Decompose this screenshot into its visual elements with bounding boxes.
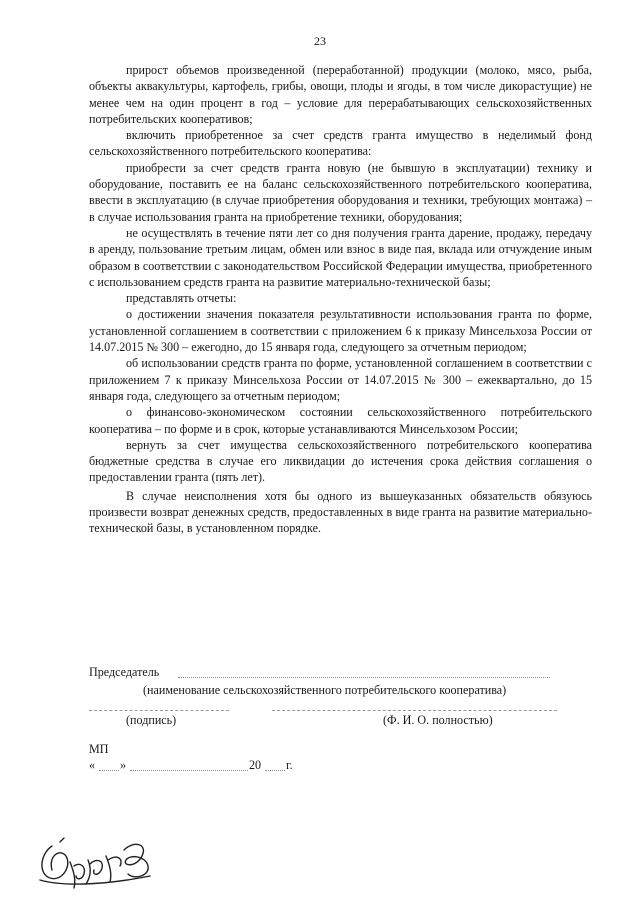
year-prefix: 20 (249, 758, 262, 772)
page-number: 23 (314, 34, 326, 48)
paragraph: приобрести за счет средств гранта новую (не бывшую в эксплуатации) технику и оборудование, поставить ее на баланс сельскохозяйственного потребительского кооператива, ввести в эксплуатацию (в случае приобретения оборудования и техники, требующих монтажа) – в случае использования гранта на приобретение техники, оборудования; (89, 160, 592, 224)
stamp-label: МП (89, 742, 109, 756)
signature-caption: (подпись) (126, 713, 177, 727)
paragraph: не осуществлять в течение пяти лет со дня получения гранта дарение, продажу, передачу в аренду, пользование третьим лицам, обмен или взнос в виде пая, вклада или отчуждение иным образом в соответствии с законодательством Российской Федерации имущества, приобретенного с использованием средств гранта на развитие материально-технической базы; (89, 225, 592, 289)
handwritten-signature (30, 826, 180, 896)
date-open-quote: « (89, 758, 96, 772)
paragraph: об использовании средств гранта по форме, установленной соглашением в соответствии с приложением 7 к приказу Минсельхоза России от 14.07.2015 № 300 – ежеквартально, до 15 января года, следующего за отчетным периодом; (89, 356, 592, 403)
paragraph: прирост объемов произведенной (переработанной) продукции (молоко, мясо, рыба, объекты аквакультуры, картофель, грибы, овощи, плоды и ягоды, в том числе дикорастущие) не менее чем на один процент в год – условие для перерабатывающих сельскохозяйственных потребительских кооперативов; (89, 63, 592, 126)
coop-name-caption: (наименование сельскохозяйственного потребительского кооператива) (143, 683, 507, 697)
coop-name-line (178, 677, 550, 678)
paragraph: включить приобретенное за счет средств гранта имущество в неделимый фонд сельскохозяйственного потребительского кооператива: (89, 128, 592, 159)
year-suffix: г. (286, 758, 293, 772)
paragraph: вернуть за счет имущества сельскохозяйственного потребительского кооператива бюджетные средства в случае его ликвидации до истечения срока действия соглашения о предоставлении гранта (пять лет). (89, 437, 592, 485)
date-month-line (130, 770, 248, 771)
paragraph: о финансово-экономическом состоянии сельскохозяйственного потребительского кооператива – по форме и в срок, которые устанавливаются Минсельхозом России; (89, 405, 592, 436)
date-day-line (99, 770, 119, 771)
paragraph: В случае неисполнения хотя бы одного из вышеуказанных обязательств обязуюсь произвести возврат денежных средств, предоставленных в виде гранта на развитие материально-технической базы, в установленном порядке. (89, 488, 592, 536)
signature-line (89, 710, 229, 711)
full-name-line (272, 710, 557, 711)
year-line (265, 770, 285, 771)
chairman-label: Председатель (89, 665, 160, 679)
paragraph: представлять отчеты: (126, 291, 237, 306)
date-close-quote: » (120, 758, 127, 772)
paragraph: о достижении значения показателя результативности использования гранта по форме, установленной соглашением в соответствии с приложением 6 к приказу Минсельхоза России от 14.07.2015 № 300 – ежегодно, до 15 января года, следующего за отчетным периодом; (89, 307, 592, 355)
full-name-caption: (Ф. И. О. полностью) (383, 713, 493, 727)
document-body (89, 62, 592, 537)
